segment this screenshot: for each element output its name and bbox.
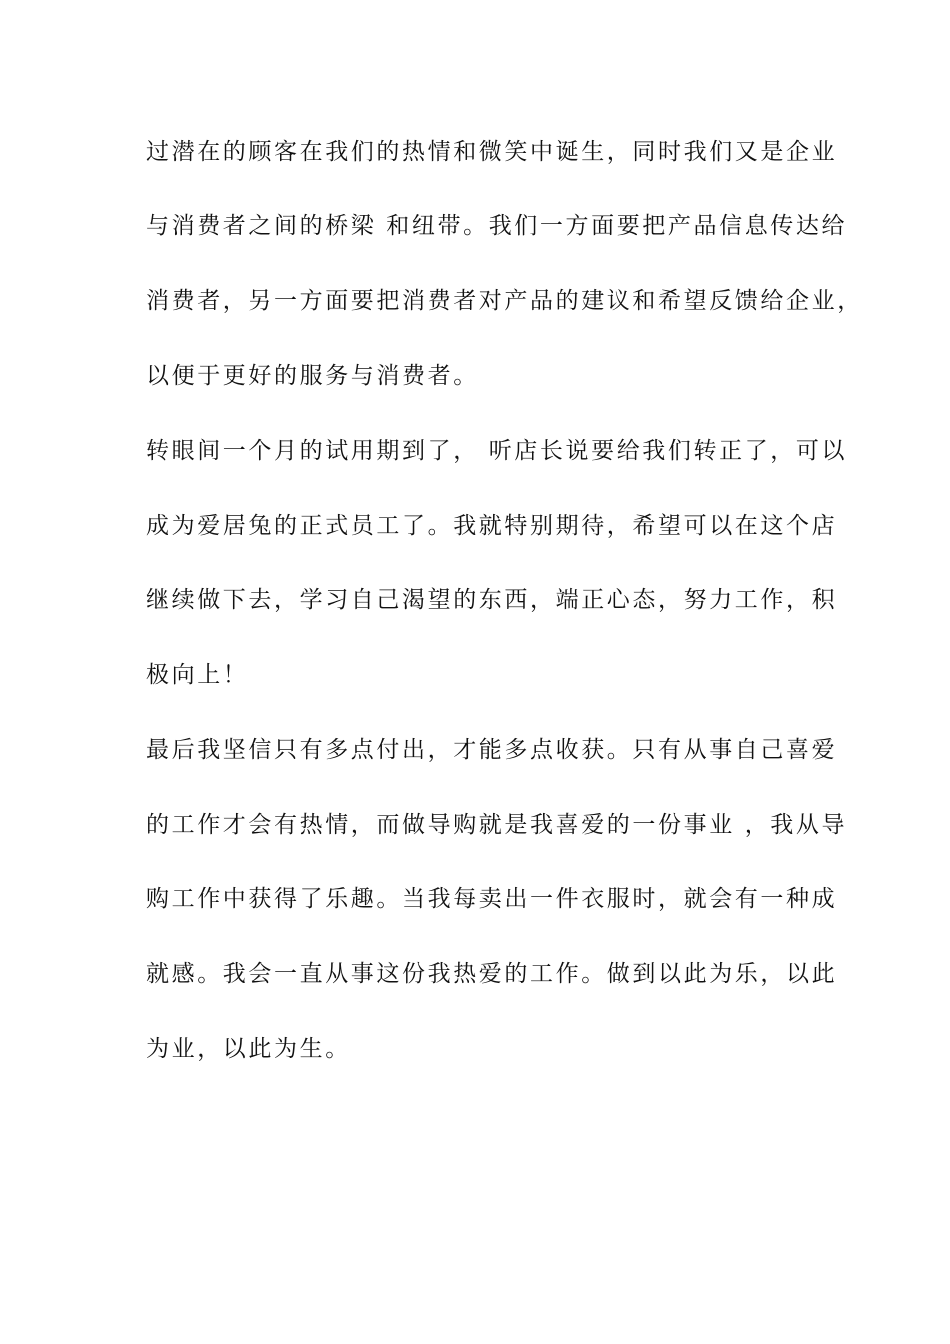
text-line: 极向上！ [146,662,249,688]
text-line: 与消费者之间的桥梁 和纽带。我们一方面要把产品信息传达给 [146,213,848,239]
text-line: 消费者，另一方面要把消费者对产品的建议和希望反馈给企业， [146,288,863,314]
text-line: 的工作才会有热情，而做导购就是我喜爱的一份事业 ，我从导 [146,812,848,838]
text-line: 转眼间一个月的试用期到了， 听店长说要给我们转正了，可以 [146,438,848,464]
text-line: 过潜在的顾客在我们的热情和微笑中诞生，同时我们又是企业 [146,139,838,165]
text-line: 为业，以此为生。 [146,1036,351,1062]
text-line: 继续做下去，学习自己渴望的东西，端正心态，努力工作，积 [146,587,838,613]
text-line: 以便于更好的服务与消费者。 [146,363,479,389]
text-line: 最后我坚信只有多点付出，才能多点收获。只有从事自己喜爱 [146,737,838,763]
text-line: 成为爱居兔的正式员工了。我就特别期待，希望可以在这个店 [146,513,838,539]
text-line: 购工作中获得了乐趣。当我每卖出一件衣服时，就会有一种成 [146,886,838,912]
text-line: 就感。我会一直从事这份我热爱的工作。做到以此为乐，以此 [146,961,838,987]
